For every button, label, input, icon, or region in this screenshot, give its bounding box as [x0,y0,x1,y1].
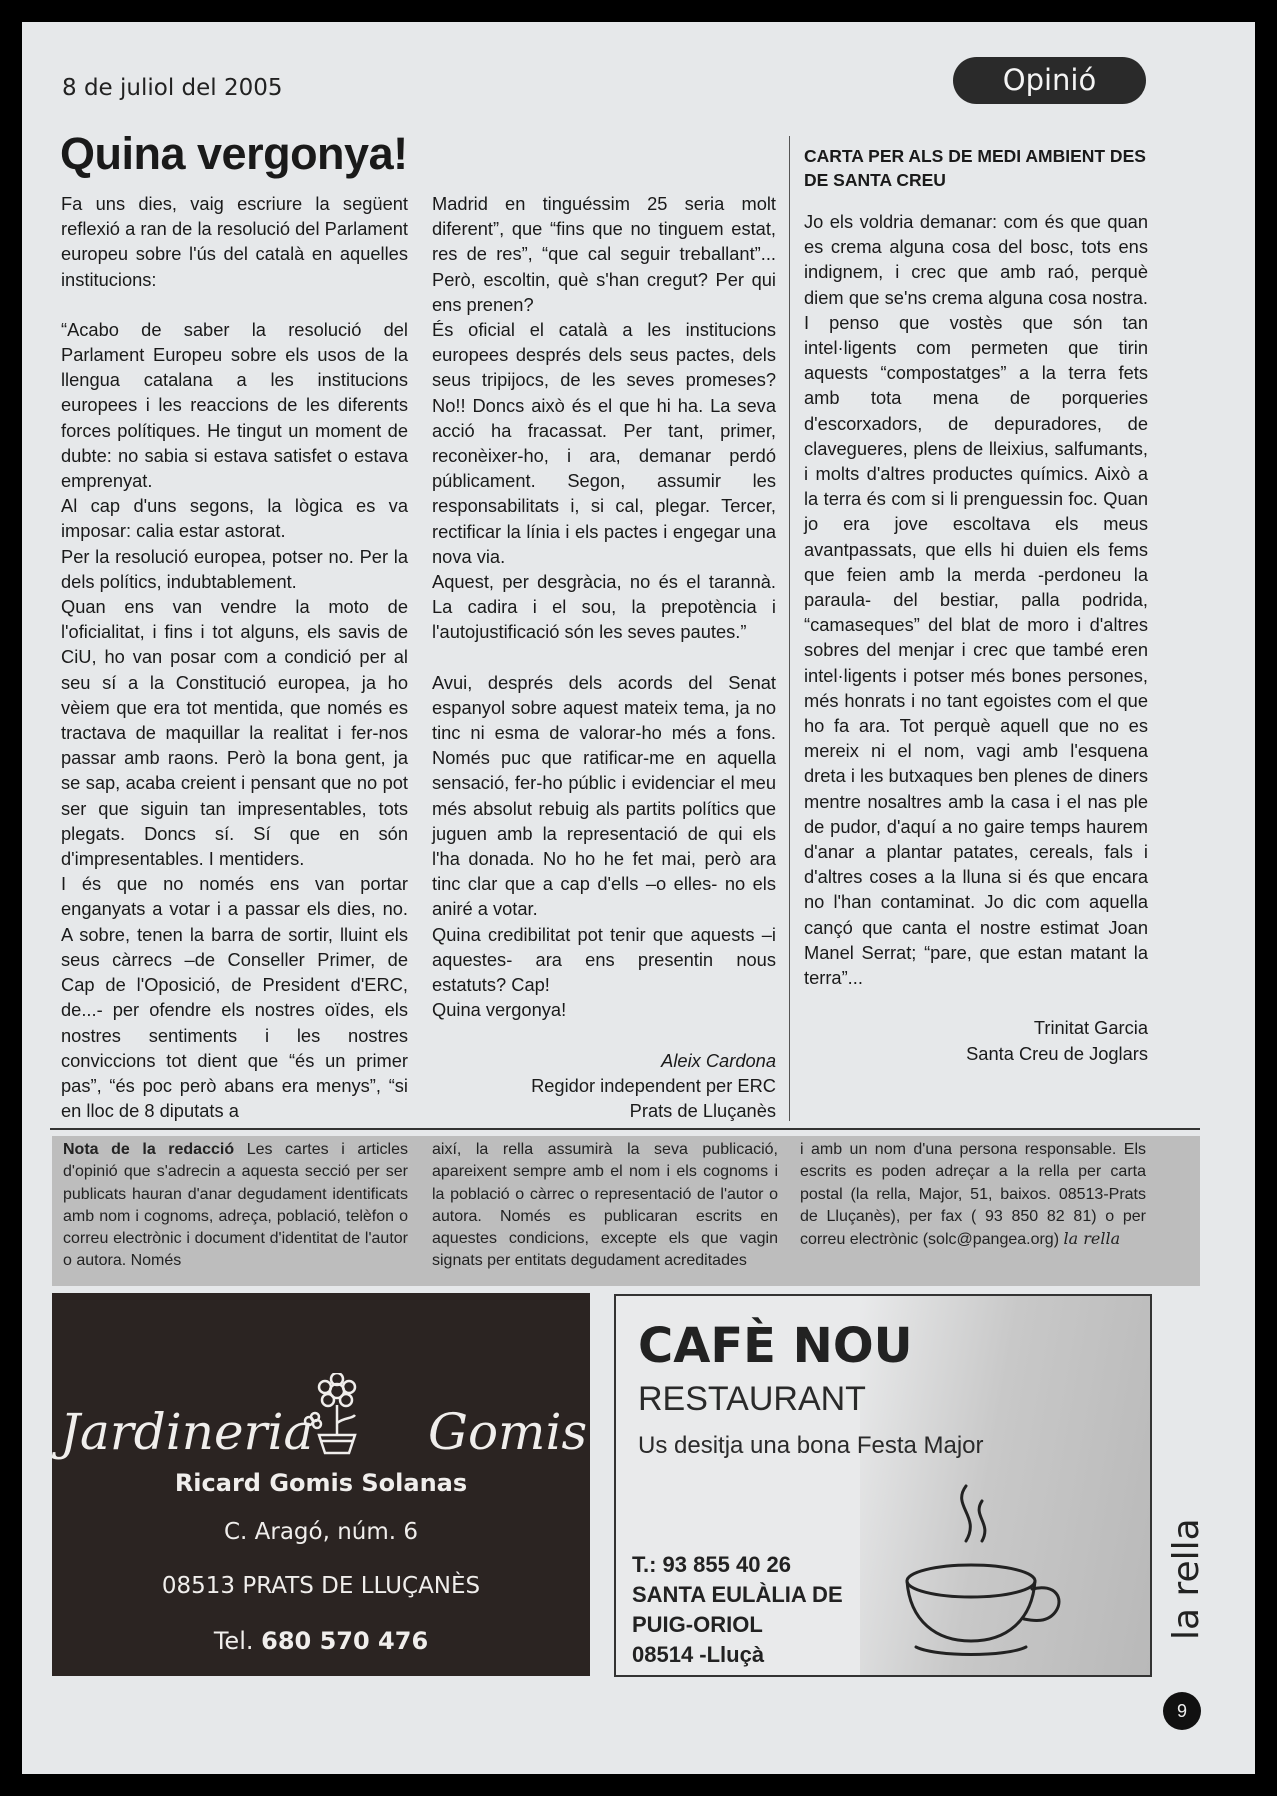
paragraph: “Acabo de saber la resolució del Parlament Europeu sobre els usos de la llengua catalana a les institucions europees i les reaccions de les diferents forces polítiques. He tingut un moment de dubte: no sabia si estava satisfet o estava emprenyat. [61,318,408,492]
paragraph: Per la resolució europea, potser no. Per la dels polítics, indubtablement. [61,545,408,592]
flower-pot-icon [297,1373,367,1463]
article-column-1 [61,191,408,1123]
owner-name: Ricard Gomis Solanas [174,1469,468,1497]
cafe-address-3: 08514 -Lluçà [632,1642,765,1667]
article-title: Quina vergonya! [60,128,408,179]
paragraph: Fa uns dies, vaig escriure la següent reflexió a ran de la resolució del Parlament europeu sobre l'ús del català en aquelles institucions: [61,193,408,290]
cafe-address-1: SANTA EULÀLIA DE [632,1582,843,1607]
paragraph: Quan ens van vendre la moto de l'oficialitat, i fins i tot alguns, els savis de CiU, ho van posar com a condició per al seu sí a la Constitució europea, ja ho vèiem que era tot mentida, que només es tractava de maquillar la realitat i fer-nos passar amb raons. Però la bona gent, ja se sap, acaba creient i pensant que no pot ser que siguin tan impresentables, tots plegats. Doncs sí. Sí que en són d'impresentables. I mentiders. [61,596,408,870]
paragraph: És oficial el català a les institucions europees després dels seus pactes, dels seus tripijocs, de les seves promeses? No!! Doncs això és el que hi ha. La seva acció ha fracassat. Per tant, primer, reconèixer-ho, i ara, demanar perdó públicament. Segon, assumir les responsabilitats i, si cal, plegar. Tercer, rectificar la línia i els pactes i engegar una nova via. [432,319,776,567]
street-address: C. Aragó, núm. 6 [223,1519,419,1545]
note-column-3 [800,1139,1146,1251]
letter-place: Santa Creu de Joglars [966,1042,1148,1064]
cafe-greeting: Us desitja una bona Festa Major [638,1432,984,1459]
cafe-phone: T.: 93 855 40 26 [632,1552,792,1577]
letter-body: Jo els voldria demanar: com és que quan es crema alguna cosa del bosc, tots ens indignem, i crec que amb raó, perquè diem que se'ns crema alguna cosa nostra. I penso que vostès que són tan intel·ligents com permeten que tirin aquests “compostatges” a la terra fets amb tota mena de porqueries d'escorxadors, de depuradores, de clavegueres, plens de lleixius, salfumants, i molts d'altres productes químics. Això a la terra és com si li prenguessin foc. Quan jo era jove escoltava els meus avantpassats, que ells hi duien els fems que feien amb la merda -perdoneu la paraula- del bestiar, palla podrida, “camaseques” del blat de moro i d'altres sobres del menjar i crec que també eren intel·ligents i potser més bones persones, més honrats i no tant egoistes com el que ho fa ara. Tot perquè aquell que no es mereix ni el nom, vagi amb l'esquena dreta i les butxaques ben plenes de diners mentre nosaltres amb la casa i el nas ple de pudor, d'aquí a no gaire temps haurem d'anar a plantar patates, cereals, fals i d'altres coses a la lluna si és que encara no l'han contaminat. Jo dic com aquella cançó que canta el nostre estimat Joan Manel Serrat; “pare, que estan matant la terra”... [804,211,1148,989]
note-column-1 [63,1139,408,1273]
phone-number: 680 570 476 [261,1627,429,1655]
note-column-2: així, la rella assumirà la seva publicació, apareixent sempre amb el nom i els cognoms i la població o càrrec o representació de l'autor o autora. Només es publicaran escrits en aquestes condicions, excepte els que vagin signats per entitats degudament acreditades [432,1141,778,1270]
logo-text-left: Jardineria [60,1403,314,1461]
letter-column [804,144,1148,1066]
note-text: Les cartes i articles d'opinió que s'adrecin a aquesta secció per ser publicats hauran d'anar degudament identificats amb nom i cognoms, adreça, població, telèfon o correu electrònic i document d'identitat de l'autor o autora. Només [63,1141,409,1270]
coffee-cup-icon [896,1471,1076,1661]
note-brand: la rella [1063,1229,1121,1249]
note-label: Nota de la redacció [63,1141,235,1158]
column-divider [789,136,790,1121]
note-text: i amb un nom d'una persona responsable. Els escrits es poden adreçar a la rella per carta postal (la rella, Major, 51, baixos. 08513-Prats de Lluçanès), per fax ( 93 850 82 81) o per correu electrònic (solc@pangea.org) [800,1141,1146,1249]
letter-title: CARTA PER ALS DE MEDI AMBIENT DES DE SANTA CREU [804,146,1146,190]
magazine-brand: la rella [1166,1518,1207,1640]
cafe-nou-ad [614,1294,1152,1677]
issue-date: 8 de juliol del 2005 [62,75,283,101]
paragraph: Quina vergonya! [432,999,567,1021]
jardineria-gomis-ad [52,1293,590,1676]
paragraph: Al cap d'uns segons, la lògica es va imposar: calia estar astorat. [61,495,408,542]
cafe-title: CAFÈ NOU [638,1318,913,1374]
paragraph: Quina credibilitat pot tenir que aquests –i aquestes- ara ens presentin nous estatuts? Cap! [432,923,776,996]
author-role: Regidor independent per ERC [531,1074,776,1096]
cafe-subtitle: RESTAURANT [638,1380,866,1418]
page-number: 9 [1163,1692,1201,1730]
section-divider [50,1128,1200,1130]
paragraph: I és que no només ens van portar enganyats a votar i a passar els dies, no. A sobre, tenen la barra de sortir, lluint els seus càrrecs –de Conseller Primer, de Cap de l'Oposició, de President d'ERC, de...- per ofendre els nostres oïdes, els nostres sentiments i les nostres conviccions tot dient que “és un primer pas”, “és poc però abans era menys”, “si en lloc de 8 diputats a [61,873,408,1122]
logo-text-right: Gomis [428,1403,588,1461]
cafe-address-2: PUIG-ORIOL [632,1612,763,1637]
city-address: 08513 PRATS DE LLUÇANÈS [161,1573,481,1599]
phone-label: Tel. [213,1627,254,1655]
section-label: Opinió [953,57,1146,104]
letter-author: Trinitat Garcia [1033,1017,1148,1039]
author-place: Prats de Lluçanès [629,1099,776,1121]
paragraph: Aquest, per desgràcia, no és el tarannà. La cadira i el sou, la prepotència i l'autojustificació són les seves pautes.” [432,571,776,643]
cafe-contact [632,1550,843,1670]
author-name: Aleix Cardona [661,1049,776,1071]
paragraph: Avui, després dels acords del Senat espanyol sobre aquest mateix tema, ja no tinc ni esma de valorar-ho més a fons. Només puc que ratificar-me en aquella sensació, fer-ho públic i evidenciar el meu més absolut rebuig als partits polítics que juguen amb la representació de qui els l'ha donada. No ho he fet mai, però ara tinc clar que a cap d'ells –o elles- no els aniré a votar. [432,671,776,920]
article-column-2 [432,191,776,1123]
paragraph: Madrid en tinguéssim 25 seria molt diferent”, que “fins que no tinguem estat, res de res”, “que cal seguir treballant”... Però, escoltin, què s'han cregut? Per qui ens prenen? [432,193,776,315]
phone-line [52,1627,590,1655]
